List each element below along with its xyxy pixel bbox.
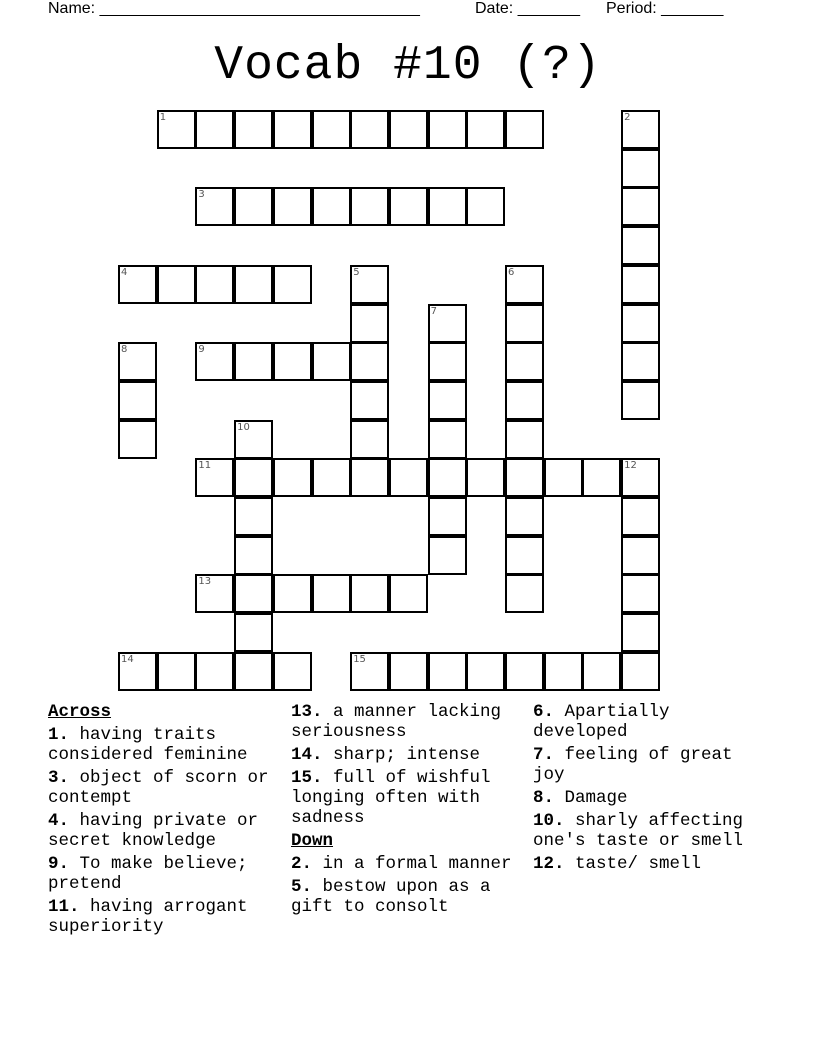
clue-number-label: 7 — [430, 305, 437, 317]
grid-cell[interactable] — [621, 574, 660, 613]
grid-cell[interactable] — [234, 574, 273, 613]
clue-down-7: 7. feeling of great joy — [533, 745, 733, 785]
grid-cell[interactable] — [389, 187, 428, 226]
grid-cell[interactable] — [350, 458, 389, 497]
grid-cell[interactable] — [582, 652, 621, 691]
grid-cell[interactable] — [234, 187, 273, 226]
clue-down-2: 2. in a formal manner — [291, 854, 512, 874]
clue-number-label: 4 — [121, 266, 128, 278]
grid-cell[interactable] — [582, 458, 621, 497]
down-heading: Down — [291, 831, 334, 851]
grid-cell[interactable] — [350, 381, 389, 420]
clue-across-11: 11. having arrogant superiority — [48, 897, 248, 937]
grid-cell[interactable] — [621, 536, 660, 575]
page-title: Vocab #10 (?) — [214, 39, 602, 93]
clue-number-label: 8 — [121, 344, 128, 356]
clue-across-15: 15. full of wishful longing often with sadness — [291, 768, 491, 828]
grid-cell[interactable] — [621, 265, 660, 304]
across-heading: Across — [48, 702, 112, 722]
grid-cell[interactable] — [273, 652, 312, 691]
grid-cell[interactable] — [428, 652, 467, 691]
period-field[interactable]: Period: _______ — [606, 0, 724, 17]
grid-cell[interactable] — [195, 652, 234, 691]
clue-down-5: 5. bestow upon as a gift to consolt — [291, 877, 491, 917]
grid-cell[interactable] — [389, 574, 428, 613]
grid-cell[interactable] — [621, 226, 660, 265]
grid-cell[interactable] — [505, 381, 544, 420]
grid-cell[interactable] — [621, 149, 660, 188]
clue-across-13: 13. a manner lacking seriousness — [291, 702, 502, 742]
clue-number-label: 9 — [198, 344, 205, 356]
grid-cell[interactable] — [505, 342, 544, 381]
clue-number-label: 3 — [198, 189, 205, 201]
grid-cell[interactable] — [273, 342, 312, 381]
grid-cell[interactable] — [505, 497, 544, 536]
grid-cell[interactable] — [428, 187, 467, 226]
clue-down-8: 8. Damage — [533, 788, 628, 808]
grid-cell[interactable] — [350, 187, 389, 226]
clue-across-1: 1. having traits considered feminine — [48, 725, 248, 765]
grid-cell[interactable] — [234, 497, 273, 536]
grid-cell[interactable] — [234, 652, 273, 691]
grid-cell[interactable] — [118, 420, 157, 459]
grid-cell[interactable] — [312, 574, 351, 613]
clue-number-label: 10 — [237, 421, 250, 433]
clues-column-3 — [533, 702, 773, 877]
clues-column-2 — [291, 702, 531, 920]
clue-number-label: 5 — [353, 266, 360, 278]
grid-cell[interactable] — [466, 187, 505, 226]
grid-cell[interactable] — [273, 265, 312, 304]
grid-cell[interactable] — [234, 342, 273, 381]
grid-cell[interactable] — [621, 497, 660, 536]
grid-cell[interactable] — [234, 536, 273, 575]
grid-cell[interactable] — [118, 381, 157, 420]
grid-cell[interactable] — [234, 458, 273, 497]
grid-cell[interactable] — [350, 110, 389, 149]
grid-cell[interactable] — [389, 652, 428, 691]
grid-cell[interactable] — [195, 110, 234, 149]
grid-cell[interactable] — [273, 574, 312, 613]
grid-cell[interactable] — [428, 536, 467, 575]
grid-cell[interactable] — [621, 613, 660, 652]
grid-cell[interactable] — [621, 304, 660, 343]
clue-down-12: 12. taste/ smell — [533, 854, 702, 874]
grid-cell[interactable] — [505, 536, 544, 575]
grid-cell[interactable] — [428, 420, 467, 459]
grid-cell[interactable] — [389, 458, 428, 497]
grid-cell[interactable] — [389, 110, 428, 149]
grid-cell[interactable] — [505, 458, 544, 497]
grid-cell[interactable] — [544, 652, 583, 691]
grid-cell[interactable] — [428, 381, 467, 420]
date-field[interactable]: Date: _______ — [475, 0, 580, 17]
clue-across-9: 9. To make believe; pretend — [48, 854, 248, 894]
grid-cell[interactable] — [350, 420, 389, 459]
grid-cell[interactable] — [312, 458, 351, 497]
grid-cell[interactable] — [350, 304, 389, 343]
clue-number-label: 14 — [121, 653, 134, 665]
grid-cell[interactable] — [505, 304, 544, 343]
name-field[interactable]: Name: ____________________________________ — [48, 0, 420, 17]
grid-cell[interactable] — [621, 652, 660, 691]
grid-cell[interactable] — [621, 381, 660, 420]
grid-cell[interactable] — [621, 342, 660, 381]
grid-cell[interactable] — [505, 574, 544, 613]
grid-cell[interactable] — [350, 342, 389, 381]
clue-across-14: 14. sharp; intense — [291, 745, 481, 765]
clue-down-6: 6. Apartially developed — [533, 702, 670, 742]
grid-cell[interactable] — [312, 342, 351, 381]
grid-cell[interactable] — [273, 458, 312, 497]
grid-cell[interactable] — [234, 110, 273, 149]
grid-cell[interactable] — [428, 497, 467, 536]
grid-cell[interactable] — [157, 652, 196, 691]
clue-number-label: 13 — [198, 576, 212, 588]
grid-cell[interactable] — [466, 652, 505, 691]
grid-cell[interactable] — [234, 613, 273, 652]
clue-number-label: 12 — [624, 460, 637, 472]
clue-number-label: 1 — [159, 112, 167, 123]
grid-cell[interactable] — [466, 110, 505, 149]
clue-across-4: 4. having private or secret knowledge — [48, 811, 259, 851]
grid-cell[interactable] — [505, 420, 544, 459]
grid-cell[interactable] — [350, 574, 389, 613]
grid-cell[interactable] — [234, 265, 273, 304]
grid-cell[interactable] — [544, 458, 583, 497]
grid-cell[interactable] — [312, 187, 351, 226]
grid-cell[interactable] — [312, 110, 351, 149]
grid-cell[interactable] — [505, 110, 544, 149]
grid-cell[interactable] — [157, 265, 196, 304]
grid-cell[interactable] — [621, 187, 660, 226]
clue-down-10: 10. sharly affecting one's taste or smell — [533, 811, 744, 851]
grid-cell[interactable] — [505, 652, 544, 691]
grid-cell[interactable] — [466, 458, 505, 497]
clue-number-label: 11 — [198, 460, 212, 472]
grid-cell[interactable] — [273, 187, 312, 226]
grid-cell[interactable] — [428, 110, 467, 149]
grid-cell[interactable] — [195, 265, 234, 304]
clues-column-1 — [48, 702, 288, 940]
clue-across-3: 3. object of scorn or contempt — [48, 768, 269, 808]
grid-cell[interactable] — [428, 342, 467, 381]
clue-number-label: 6 — [508, 266, 515, 278]
grid-cell[interactable] — [428, 458, 467, 497]
grid-cell[interactable] — [273, 110, 312, 149]
clue-number-label: 15 — [353, 653, 366, 665]
clue-number-label: 2 — [624, 112, 631, 123]
